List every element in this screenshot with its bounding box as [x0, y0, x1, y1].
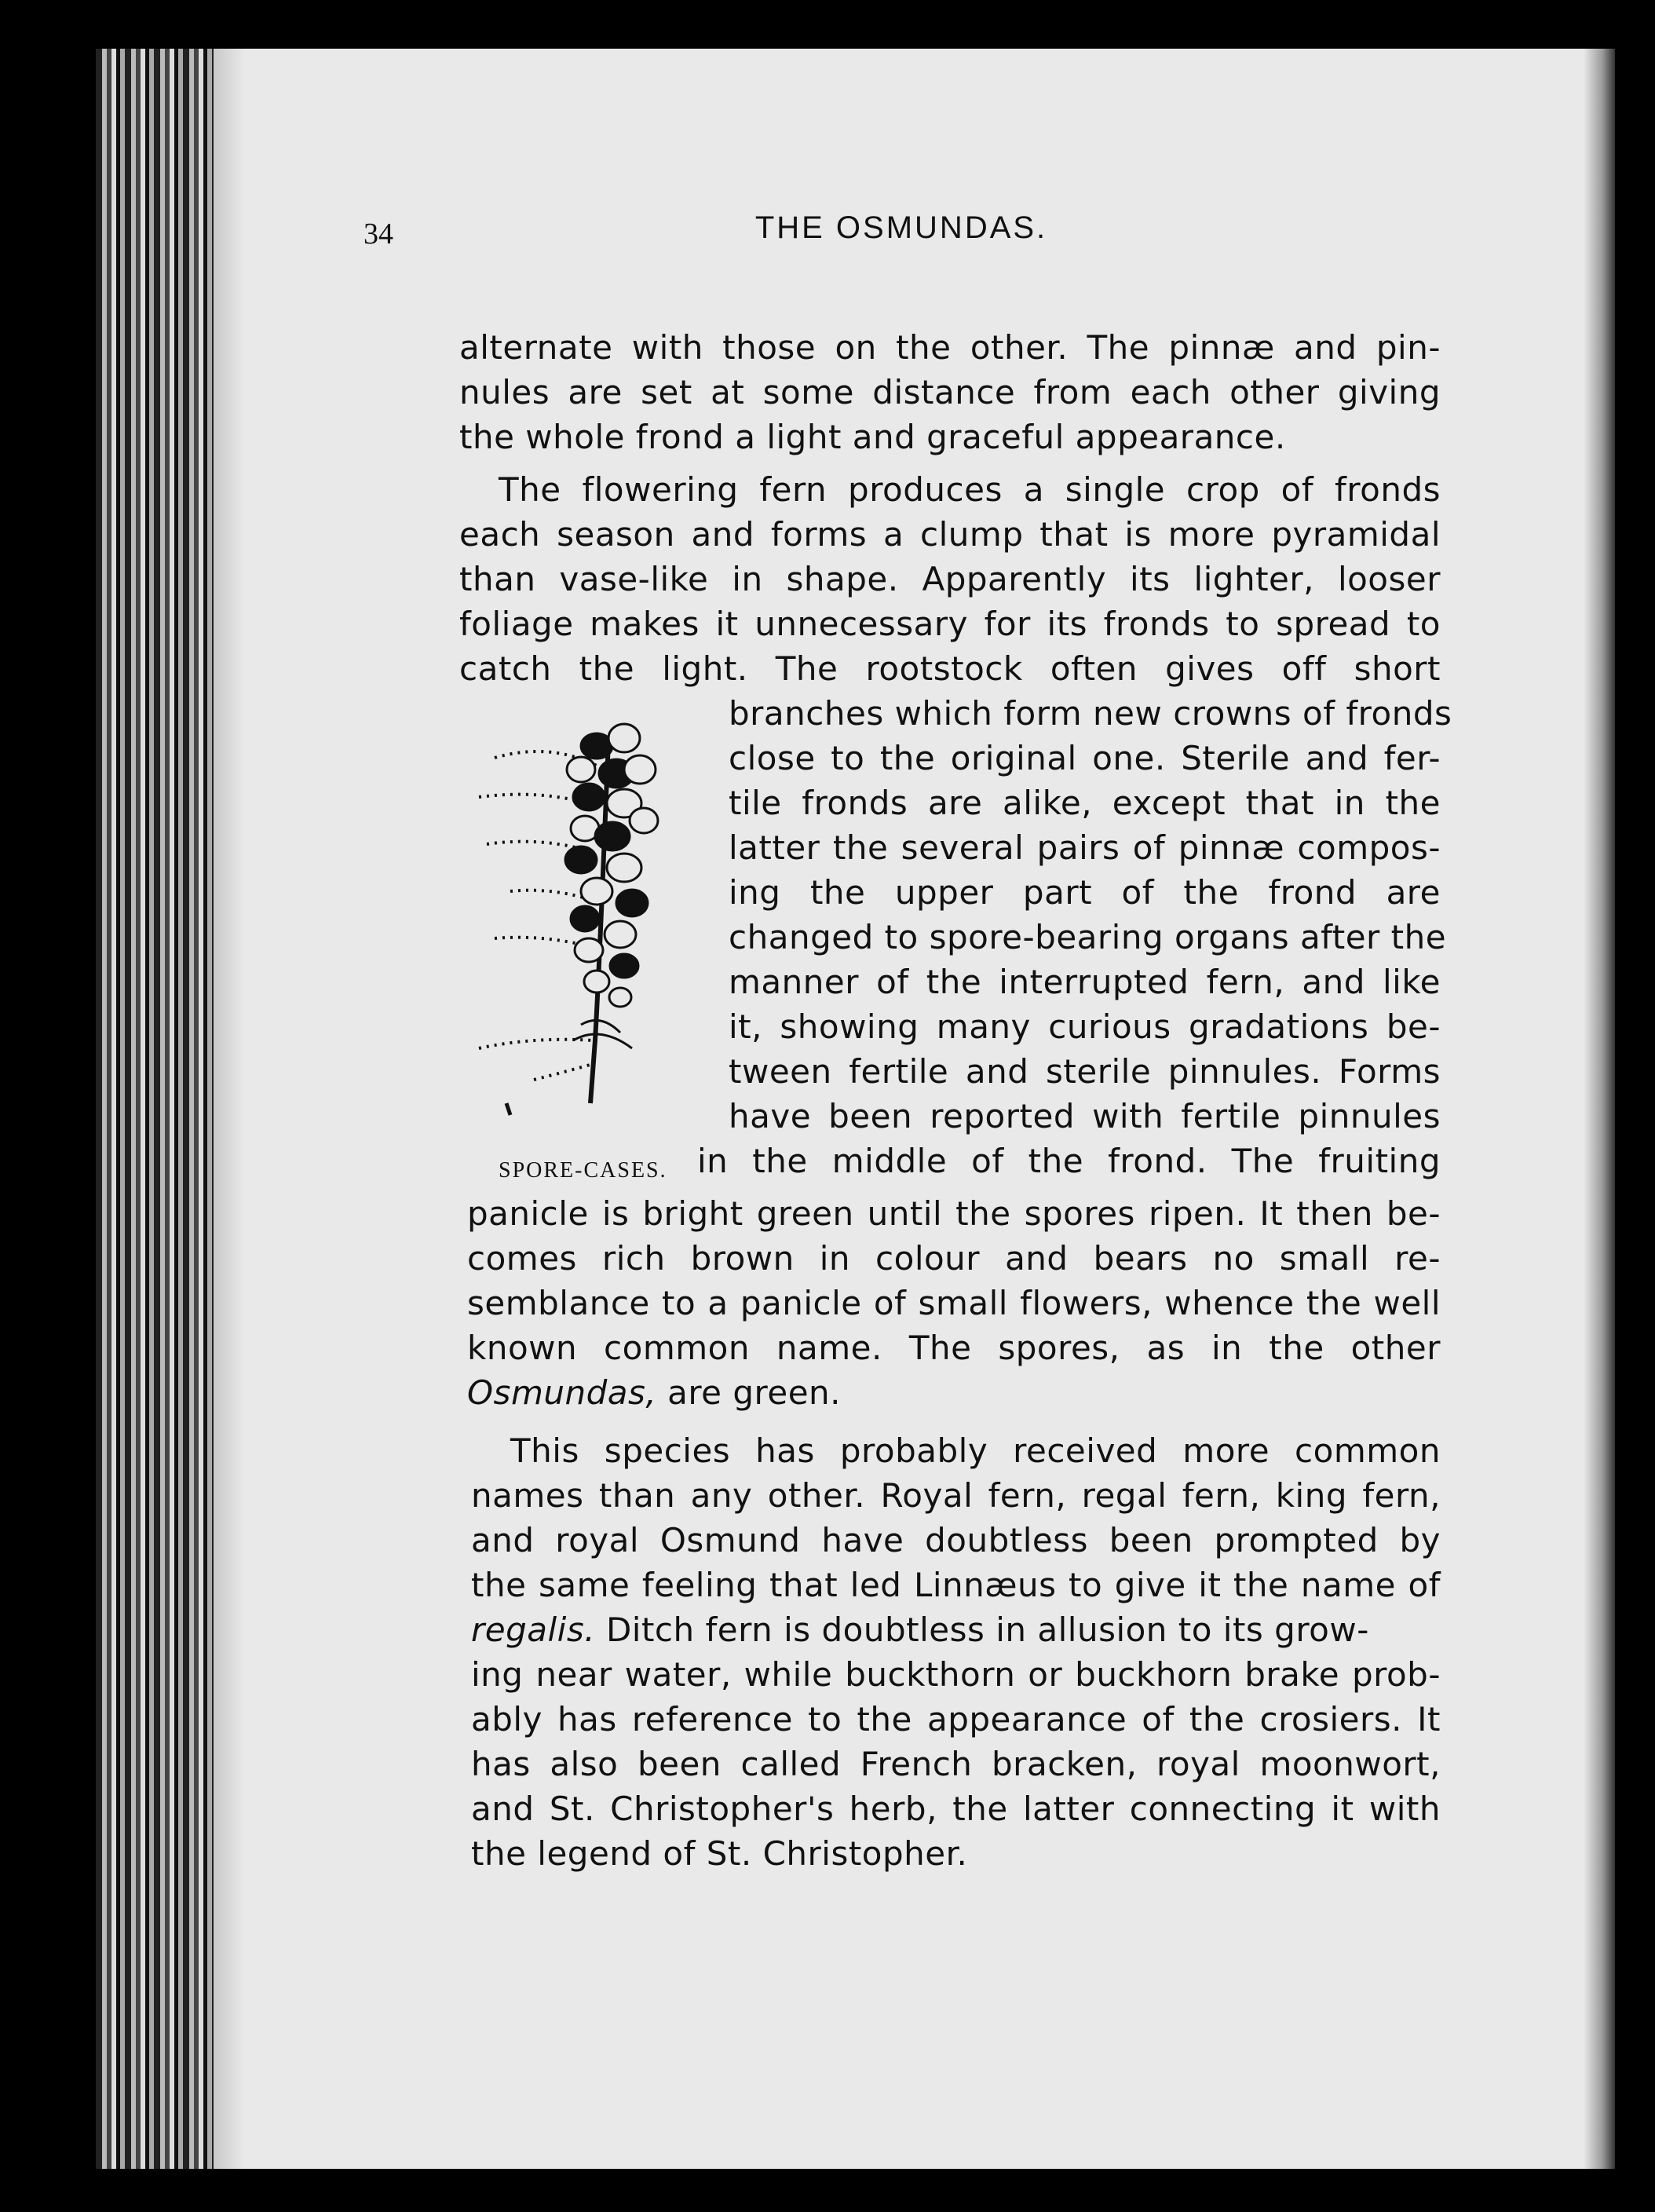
- text-line: close to the original one. Sterile and fer-: [729, 739, 1441, 777]
- text-line: ing near water, while buckthorn or buckhorn brake prob-: [471, 1655, 1441, 1694]
- text-line: This species has probably received more common: [510, 1431, 1441, 1470]
- text-line: ing the upper part of the frond are: [729, 873, 1441, 912]
- text-line: it, showing many curious gradations be-: [729, 1007, 1441, 1046]
- text-line: latter the several pairs of pinnæ compos-: [729, 828, 1441, 867]
- text-line: the whole frond a light and graceful appearance.: [459, 418, 1286, 456]
- text-line: than vase-like in shape. Apparently its lighter, looser: [459, 560, 1441, 598]
- text-line: semblance to a panicle of small flowers, whence the well: [467, 1284, 1441, 1322]
- text-line: the same feeling that led Linnæus to give it the name of: [471, 1566, 1441, 1604]
- text-line: comes rich brown in colour and bears no small re-: [467, 1239, 1441, 1278]
- text-line: each season and forms a clump that is more pyramidal: [459, 515, 1441, 554]
- text-line: alternate with those on the other. The pinnæ and pin-: [459, 328, 1441, 367]
- text-fragment: are green.: [667, 1373, 842, 1412]
- text-line: tween fertile and sterile pinnules. Forms: [729, 1052, 1441, 1091]
- text-line: has also been called French bracken, royal moonwort,: [471, 1745, 1441, 1783]
- spore-cases-illustration: [463, 711, 699, 1119]
- text-line: manner of the interrupted fern, and like: [729, 963, 1441, 1001]
- text-line: catch the light. The rootstock often gives off short: [459, 649, 1441, 688]
- text-line: panicle is bright green until the spores ripen. It then be-: [467, 1194, 1441, 1233]
- text-line: changed to spore-bearing organs after the: [729, 918, 1447, 956]
- text-line: ably has reference to the appearance of the crosiers. It: [471, 1700, 1441, 1739]
- text-line: and royal Osmund have doubtless been prompted by: [471, 1521, 1441, 1559]
- text-line: tile fronds are alike, except that in the: [729, 784, 1441, 822]
- italic-term: Osmundas,: [467, 1373, 657, 1412]
- text-line: the legend of St. Christopher.: [471, 1834, 968, 1873]
- text-line: known common name. The spores, as in the other: [467, 1329, 1441, 1367]
- text-fragment: Ditch fern is doubtless in allusion to its grow-: [605, 1611, 1369, 1649]
- text-line: The flowering fern produces a single crop of fronds: [499, 470, 1441, 509]
- book-spine-edge: [96, 49, 214, 2169]
- figure-caption: SPORE-CASES.: [499, 1158, 667, 1183]
- spine-shadow: [214, 49, 245, 2169]
- page-header: [364, 210, 1439, 258]
- page-right-edge: [1584, 49, 1615, 2169]
- italic-term: regalis.: [471, 1611, 596, 1649]
- text-line-italic-start: [471, 1608, 1441, 1652]
- running-title: THE OSMUNDAS.: [754, 210, 1048, 245]
- text-line: in the middle of the frond. The fruiting: [697, 1142, 1441, 1180]
- text-line: and St. Christopher's herb, the latter connecting it with: [471, 1790, 1441, 1828]
- text-line: nules are set at some distance from each other giving: [459, 373, 1441, 411]
- text-line: have been reported with fertile pinnules: [729, 1097, 1441, 1135]
- text-line: names than any other. Royal fern, regal fern, king fern,: [471, 1476, 1441, 1515]
- page-number: 34: [364, 218, 393, 250]
- text-line: branches which form new crowns of fronds: [729, 694, 1452, 733]
- text-line: foliage makes it unnecessary for its fronds to spread to: [459, 605, 1441, 643]
- text-line-italic-start: [467, 1371, 1441, 1415]
